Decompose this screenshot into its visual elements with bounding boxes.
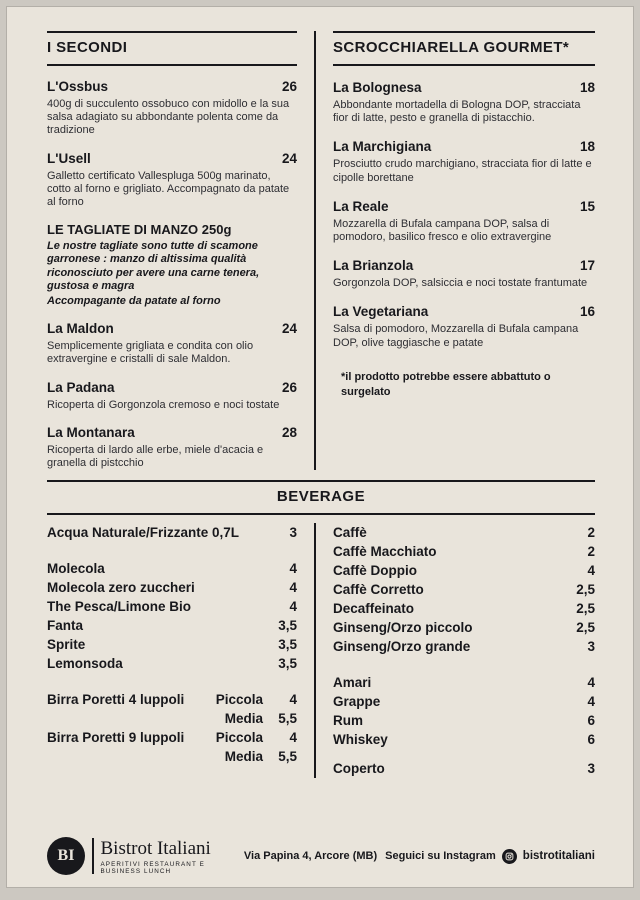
brand-block [47,837,236,875]
beverage-price: 4 [587,694,595,710]
beverage-section [47,523,595,778]
secondi-column [47,31,297,470]
menu-item-head [333,138,595,155]
mains-and-gourmet-section [47,31,595,470]
menu-item-price: 17 [579,258,595,274]
beverage-name: Decaffeinato [333,601,415,617]
beverage-price: 3 [587,639,595,655]
gourmet-items [333,79,595,350]
beverage-row [333,599,595,618]
beverage-name: Molecola [47,561,105,577]
menu-item [333,303,595,349]
menu-item-price: 24 [281,321,297,337]
menu-item-head [47,379,297,396]
beverage-price: 2 [587,525,595,541]
beverage-name: Lemonsoda [47,656,123,672]
beverage-price: 3,5 [278,637,297,653]
beverage-price: 4 [289,561,297,577]
beverage-right-list [333,523,595,778]
beverage-name: Birra Poretti 4 luppoli [47,692,185,708]
beverage-name: Ginseng/Orzo grande [333,639,471,655]
menu-item-name: LE TAGLIATE DI MANZO 250g [47,222,232,238]
beverage-price: 6 [587,732,595,748]
instagram-block [385,849,595,864]
beverage-name: Sprite [47,637,86,653]
menu-item-price: 26 [281,379,297,395]
beverage-price: 3,5 [278,618,297,634]
beverage-price: 2,5 [576,601,595,617]
menu-item [333,138,595,184]
beverage-row [47,597,297,616]
beverage-left-list [47,523,297,778]
menu-item-head [47,221,297,238]
menu-item-description: Ricoperta di Gorgonzola cremoso e noci tostate [47,398,280,411]
menu-item [47,150,297,210]
beverage-row [333,637,595,656]
address: Via Papina 4, Arcore (MB) [243,850,378,862]
beverage-row [47,635,297,654]
beverage-column-divider [314,523,316,778]
menu-item-name: La Maldon [47,321,114,337]
beverage-title: BEVERAGE [276,488,366,506]
beverage-name: Grappe [333,694,381,710]
beverage-price: 3 [289,525,297,541]
menu-item-price: 16 [579,304,595,320]
beverage-row [47,578,297,597]
beverage-name: Rum [333,713,363,729]
beverage-name: Molecola zero zuccheri [47,580,195,596]
menu-item-description: Gorgonzola DOP, salsiccia e noci tostate frantumate [333,277,588,290]
menu-item-price: 26 [281,79,297,94]
instagram-label: Seguici su Instagram [385,850,496,862]
menu-item-price: 28 [281,424,297,440]
beverage-size-label: Piccola [215,692,263,708]
beverage-price: 4 [289,692,297,708]
beverage-price: 5,5 [278,749,297,765]
beverage-price: 4 [289,580,297,596]
menu-item-name: La Marchigiana [333,139,432,155]
menu-item-description: 400g di succulento ossobuco con midollo e la sua salsa adagiato su abbondante polenta come da tradizione [47,98,290,137]
beverage-row [47,616,297,635]
menu-item [47,424,297,470]
menu-item-note: Le nostre tagliate sono tutte di scamone garronese : manzo di altissima qualità riconosciuto per avere una carne tenera, gustosa e magra [47,240,260,292]
brand-text [101,838,236,875]
menu-item-price: 18 [579,139,595,155]
beverage-row [333,673,595,692]
beverage-price: 4 [587,563,595,579]
menu-item-price: 24 [281,150,297,166]
beverage-price: 4 [587,675,595,691]
menu-item-name: La Reale [333,198,389,214]
menu-item-note-2: Accompagante da patate al forno [47,295,221,308]
beverage-size-label: Media [224,749,263,765]
secondi-items [47,78,297,470]
beverage-row [47,559,297,578]
beverage-row [47,690,297,709]
beverage-header [47,480,595,515]
beverage-row [333,542,595,561]
beverage-row [333,759,595,778]
instagram-handle: bistrotitaliani [522,850,595,862]
menu-item [47,221,297,308]
footer [47,829,595,875]
menu-item-name: La Padana [47,379,115,395]
beverage-price: 6 [587,713,595,729]
gourmet-column [333,31,595,470]
menu-page [6,6,634,888]
gourmet-title: SCROCCHIARELLA GOURMET* [333,39,570,56]
beverage-price: 3 [587,761,595,777]
beverage-row [333,561,595,580]
menu-item [333,198,595,244]
beverage-name: Caffè Doppio [333,563,417,579]
beverage-price: 4 [289,599,297,615]
beverage-price: 2,5 [576,582,595,598]
beverage-price: 3,5 [278,656,297,672]
menu-item [333,79,595,125]
menu-item-head [333,79,595,96]
menu-item-description: Abbondante mortadella di Bologna DOP, stracciata fior di latte, pesto e granella di pistacchio. [333,99,581,125]
menu-item-description: Ricoperta di lardo alle erbe, miele d'acacia e granella di pistcchio [47,443,264,470]
gourmet-header [333,31,595,66]
brand-monogram: BI [57,847,75,864]
beverage-price: 5,5 [278,711,297,727]
beverage-price: 2,5 [576,620,595,636]
beverage-name: Acqua Naturale/Frizzante 0,7L [47,525,240,541]
menu-item-description: Galletto certificato Vallespluga 500g marinato, cotto al forno e grigliato. Accompagnato da patate al forno [47,169,290,209]
beverage-size-label: Media [224,711,263,727]
beverage-row [333,523,595,542]
menu-item [333,257,595,290]
beverage-name: Caffè Macchiato [333,544,437,560]
menu-item [47,379,297,412]
menu-item-description: Prosciutto crudo marchigiano, stracciata fior di latte e cipolle borettane [333,158,592,184]
beverage-row [47,709,297,728]
beverage-name: Fanta [47,618,84,634]
beverage-size-label: Piccola [215,730,263,746]
beverage-name: Caffè [333,525,367,541]
menu-item-head [47,320,297,337]
menu-item [47,78,297,138]
menu-item-name: La Vegetariana [333,304,429,320]
beverage-row [47,654,297,673]
beverage-price: 2 [587,544,595,560]
menu-item-head [333,257,595,274]
beverage-name: Whiskey [333,732,388,748]
gourmet-footnote: *il prodotto potrebbe essere abbattuto o surgelato [341,370,551,398]
beverage-row [47,523,297,542]
menu-item-head [47,150,297,167]
instagram-icon [502,849,517,864]
beverage-name: Caffè Corretto [333,582,424,598]
brand-logo [47,837,85,875]
menu-item [47,320,297,366]
beverage-name: Amari [333,675,372,691]
beverage-name: The Pesca/Limone Bio [47,599,192,615]
menu-item-head [47,424,297,441]
menu-item-name: La Brianzola [333,258,414,274]
menu-item-description: Mozzarella di Bufala campana DOP, salsa di pomodoro, basilico fresco e olio extravergine [333,217,552,244]
beverage-row [333,692,595,711]
menu-item-head [47,78,297,95]
beverage-row [47,747,297,766]
secondi-title: I SECONDI [47,39,128,56]
secondi-header [47,31,297,66]
beverage-name: Coperto [333,761,385,777]
menu-item-description: Salsa di pomodoro, Mozzarella di Bufala campana DOP, olive taggiasche e patate [333,323,579,349]
brand-name: Bistrot Italiani [100,837,211,859]
beverage-name: Ginseng/Orzo piccolo [333,620,473,636]
menu-item-name: La Bolognesa [333,80,422,95]
beverage-row [333,711,595,730]
beverage-row [333,730,595,749]
menu-item-description: Semplicemente grigliata e condita con olio extravergine e cristalli di sale Maldon. [47,340,254,366]
beverage-row [47,728,297,747]
menu-item-name: La Montanara [47,424,135,440]
beverage-row [333,580,595,599]
brand-separator [92,838,94,874]
beverage-row [333,618,595,637]
column-divider [314,31,316,470]
menu-item-price: 15 [579,198,595,214]
brand-tagline: APERITIVI RESTAURANT E BUSINESS LUNCH [100,860,205,875]
menu-item-price: 18 [579,80,595,95]
menu-item-head [333,198,595,215]
menu-item-head [333,303,595,320]
menu-item-name: L'Ossbus [47,79,108,94]
menu-item-name: L'Usell [47,150,91,166]
beverage-price: 4 [289,730,297,746]
beverage-name: Birra Poretti 9 luppoli [47,730,185,746]
